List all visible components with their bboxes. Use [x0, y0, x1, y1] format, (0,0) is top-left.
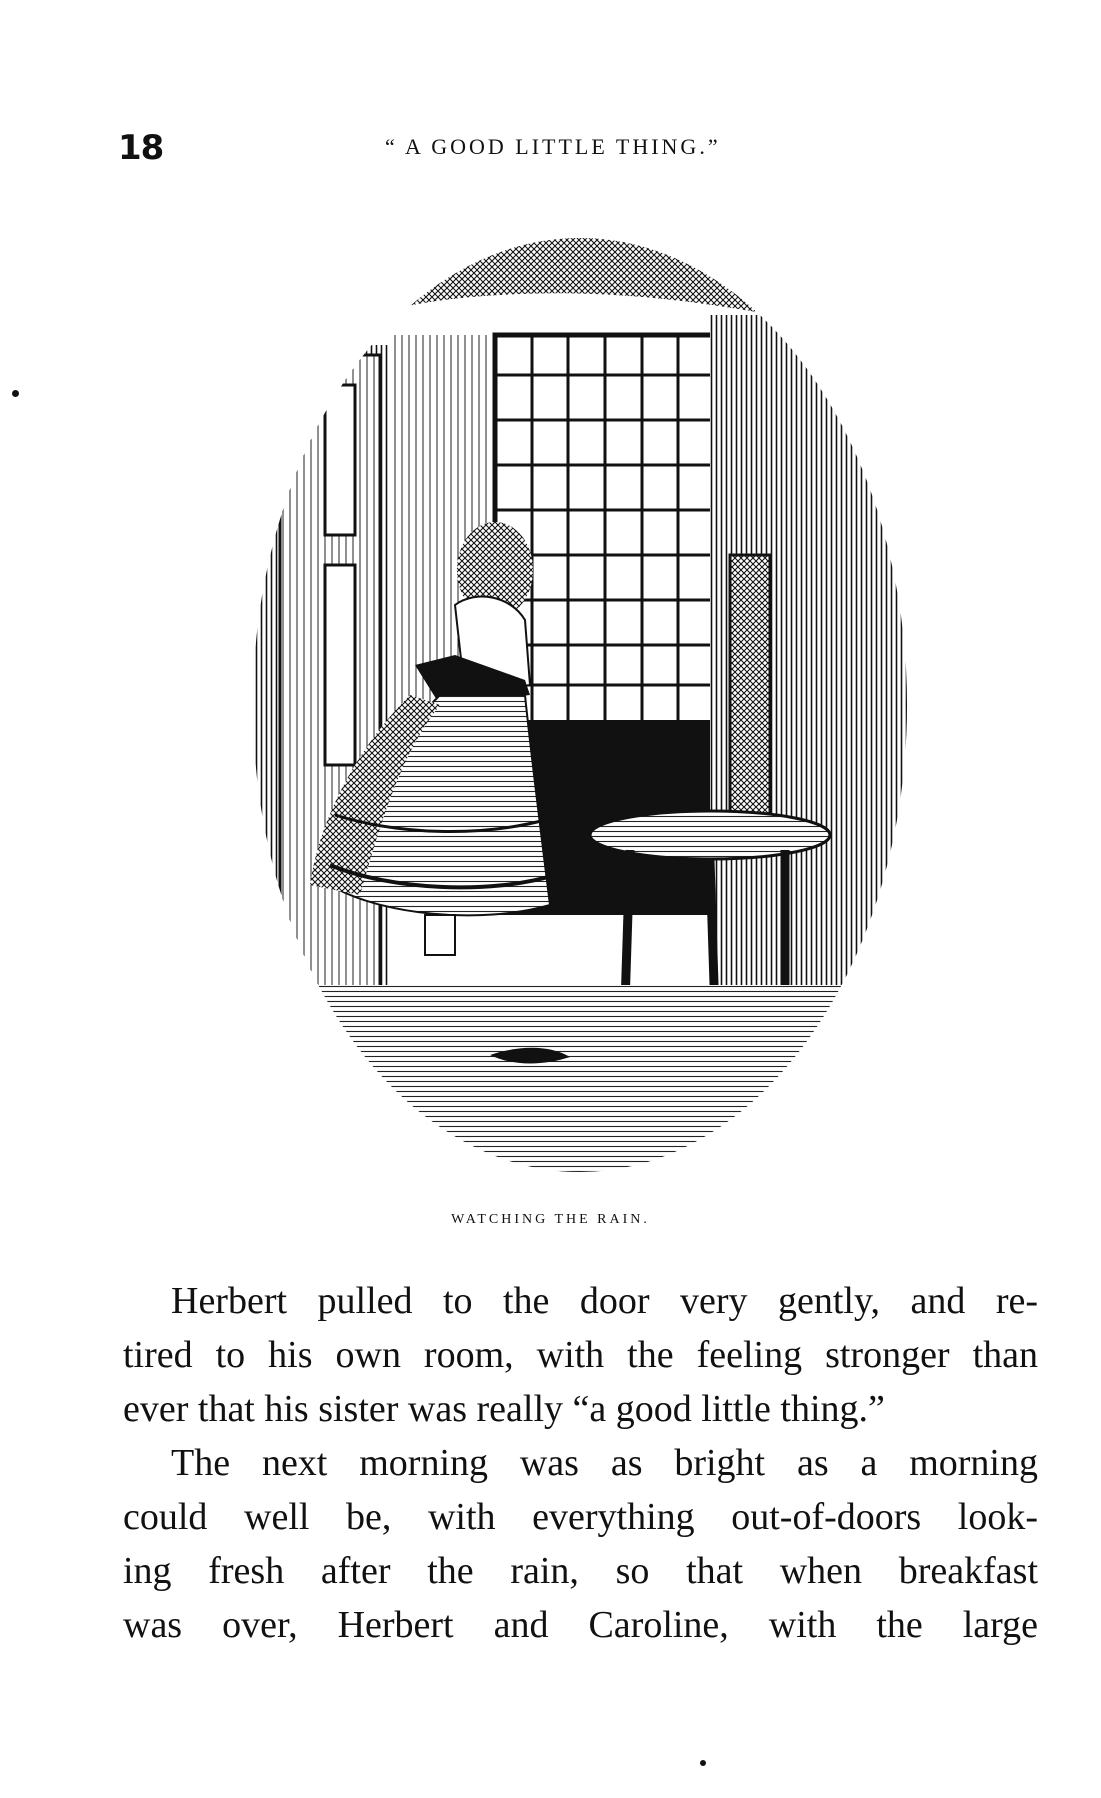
running-title: “ A GOOD LITTLE THING.”: [385, 134, 721, 159]
page-number: 18: [118, 128, 164, 168]
speck-bottom: [700, 1760, 706, 1766]
text-line: tired to his own room, with the feeling stronger than: [123, 1334, 1038, 1376]
text-line: The next morning was as bright as a morning: [171, 1442, 1038, 1484]
text-line: Herbert pulled to the door very gently, and re-: [171, 1280, 1038, 1322]
illustration-engraving: [240, 225, 920, 1185]
text-line: ing fresh after the rain, so that when breakfast: [123, 1550, 1038, 1592]
illustration-caption: WATCHING THE RAIN.: [451, 1212, 650, 1227]
text-line: could well be, with everything out-of-doors look-: [123, 1496, 1038, 1538]
text-line: ever that his sister was really “a good little thing.”: [123, 1388, 885, 1430]
text-line: was over, Herbert and Caroline, with the large: [123, 1604, 1038, 1646]
speck-left: [12, 390, 19, 397]
body-text: [123, 1274, 1038, 1652]
